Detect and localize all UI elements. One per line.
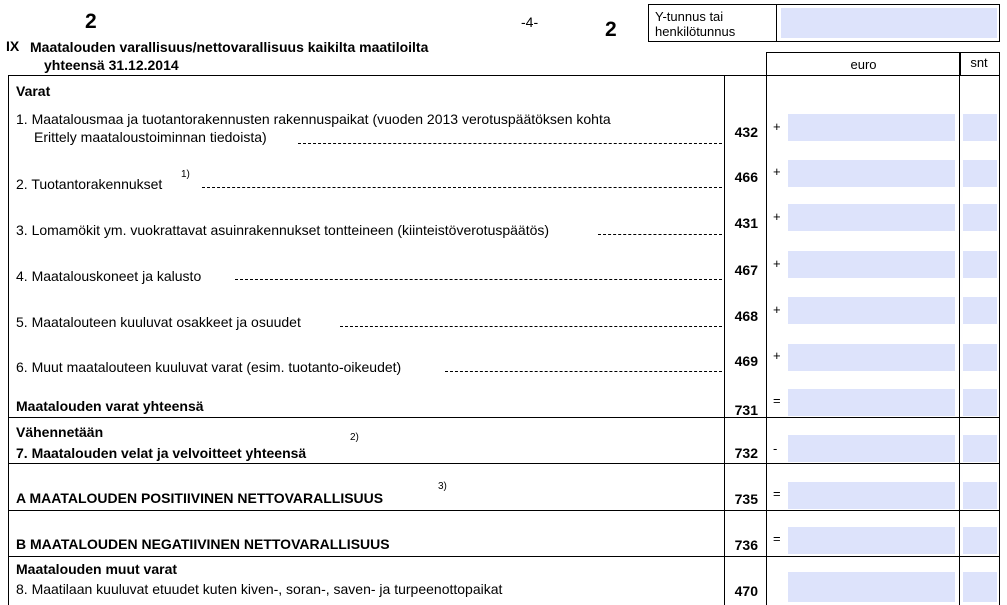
snt-input-731[interactable] [963,389,997,416]
row5-code: 468 [734,308,758,324]
page-number-left: 2 [85,10,97,33]
row2-code: 466 [734,169,758,185]
row8-code: 470 [734,583,758,599]
page-label: -4- [521,14,539,30]
euro-input-736[interactable] [788,527,955,554]
row-a-sign: = [773,486,781,501]
row1-label-line2: Erittely maataloustoiminnan tiedoista) [34,129,267,145]
snt-input-467[interactable] [963,251,997,278]
row5-sign: + [773,302,781,317]
other-assets-heading: Maatalouden muut varat [16,561,178,577]
deduct-heading: Vähennetään [16,424,104,440]
euro-input-431[interactable] [788,204,955,231]
snt-column-line [959,52,960,605]
row3-code: 431 [734,215,758,231]
snt-input-466[interactable] [963,160,997,187]
row2-sign: + [773,164,781,179]
euro-input-732[interactable] [788,435,955,462]
euro-input-467[interactable] [788,251,955,278]
row6-label: 6. Muut maatalouteen kuuluvat varat (esim. tuotanto-oikeudet) [16,359,402,375]
row4-leader [235,279,722,280]
id-field-box [776,4,1000,42]
total-sign: = [773,393,781,408]
euro-input-468[interactable] [788,297,955,324]
column-header-snt: snt [970,55,988,70]
section-title-line1: Maatalouden varallisuus/nettovarallisuus kaikilta maatiloilta [30,39,429,55]
snt-input-732[interactable] [963,435,997,462]
page-number-right: 2 [605,18,617,41]
row5-label: 5. Maatalouteen kuuluvat osakkeet ja osuudet [16,314,301,330]
column-header-euro-box [766,52,961,75]
total-label: Maatalouden varat yhteensä [16,398,204,414]
row1-code: 432 [734,124,758,140]
row7-label: 7. Maatalouden velat ja velvoitteet yhteensä [16,445,307,461]
row3-sign: + [773,209,781,224]
id-label-line2: henkilötunnus [655,24,736,39]
row4-code: 467 [734,262,758,278]
divider-after-debts [8,463,1000,464]
snt-input-735[interactable] [963,482,997,509]
euro-input-432[interactable] [788,114,955,141]
snt-input-469[interactable] [963,344,997,371]
row-a-footnote: 3) [438,481,447,492]
table-left-border [8,75,9,605]
section-title-line2: yhteensä 31.12.2014 [44,57,179,73]
snt-input-431[interactable] [963,204,997,231]
row2-label: 2. Tuotantorakennukset [16,176,163,192]
row-b-label: B MAATALOUDEN NEGATIIVINEN NETTOVARALLISUUS [16,536,390,552]
id-label-line1: Y-tunnus tai [655,9,724,24]
table-top-line [8,75,1000,76]
divider-after-total [8,417,1000,418]
row-a-code: 735 [734,491,758,507]
euro-input-731[interactable] [788,389,955,416]
row6-sign: + [773,348,781,363]
row6-code: 469 [734,353,758,369]
euro-input-470[interactable] [788,572,955,602]
row-b-sign: = [773,531,781,546]
row8-label: 8. Maatilaan kuuluvat etuudet kuten kiven-, soran-, saven- ja turpeenottopaikat [16,581,503,597]
snt-input-432[interactable] [963,114,997,141]
divider-after-b [8,556,1000,557]
row4-sign: + [773,256,781,271]
row1-sign: + [773,119,781,134]
row-b-code: 736 [734,537,758,553]
row7-sign: - [773,441,778,456]
row7-footnote: 2) [350,432,359,443]
varat-heading: Varat [16,83,51,99]
code-column-divider [724,75,725,605]
row7-code: 732 [734,445,758,461]
row6-leader [445,371,722,372]
snt-input-470[interactable] [963,572,997,602]
row1-leader [298,143,722,144]
column-header-euro: euro [850,57,877,72]
euro-input-735[interactable] [788,482,955,509]
row1-label-line1: 1. Maatalousmaa ja tuotantorakennusten rakennuspaikat (vuoden 2013 verotuspäätöksen kohta [16,111,611,127]
row2-footnote: 1) [181,169,190,180]
row4-label: 4. Maatalouskoneet ja kalusto [16,268,202,284]
euro-input-466[interactable] [788,160,955,187]
row3-label: 3. Lomamökit ym. vuokrattavat asuinrakennukset tontteineen (kiinteistöverotuspäätös) [16,222,550,238]
column-header-snt-box [959,52,1000,75]
row-a-label: A MAATALOUDEN POSITIIVINEN NETTOVARALLISUUS [16,490,384,506]
row3-leader [598,234,722,235]
divider-after-a [8,510,1000,511]
euro-input-469[interactable] [788,344,955,371]
snt-input-736[interactable] [963,527,997,554]
euro-column-left-line [766,52,767,605]
id-label-box [648,4,777,42]
total-code: 731 [734,402,758,418]
section-title [30,38,428,74]
table-right-border [999,52,1000,605]
section-roman: IX [6,38,20,54]
row5-leader [340,326,722,327]
snt-input-468[interactable] [963,297,997,324]
id-input[interactable] [781,8,997,38]
row2-leader [202,187,722,188]
